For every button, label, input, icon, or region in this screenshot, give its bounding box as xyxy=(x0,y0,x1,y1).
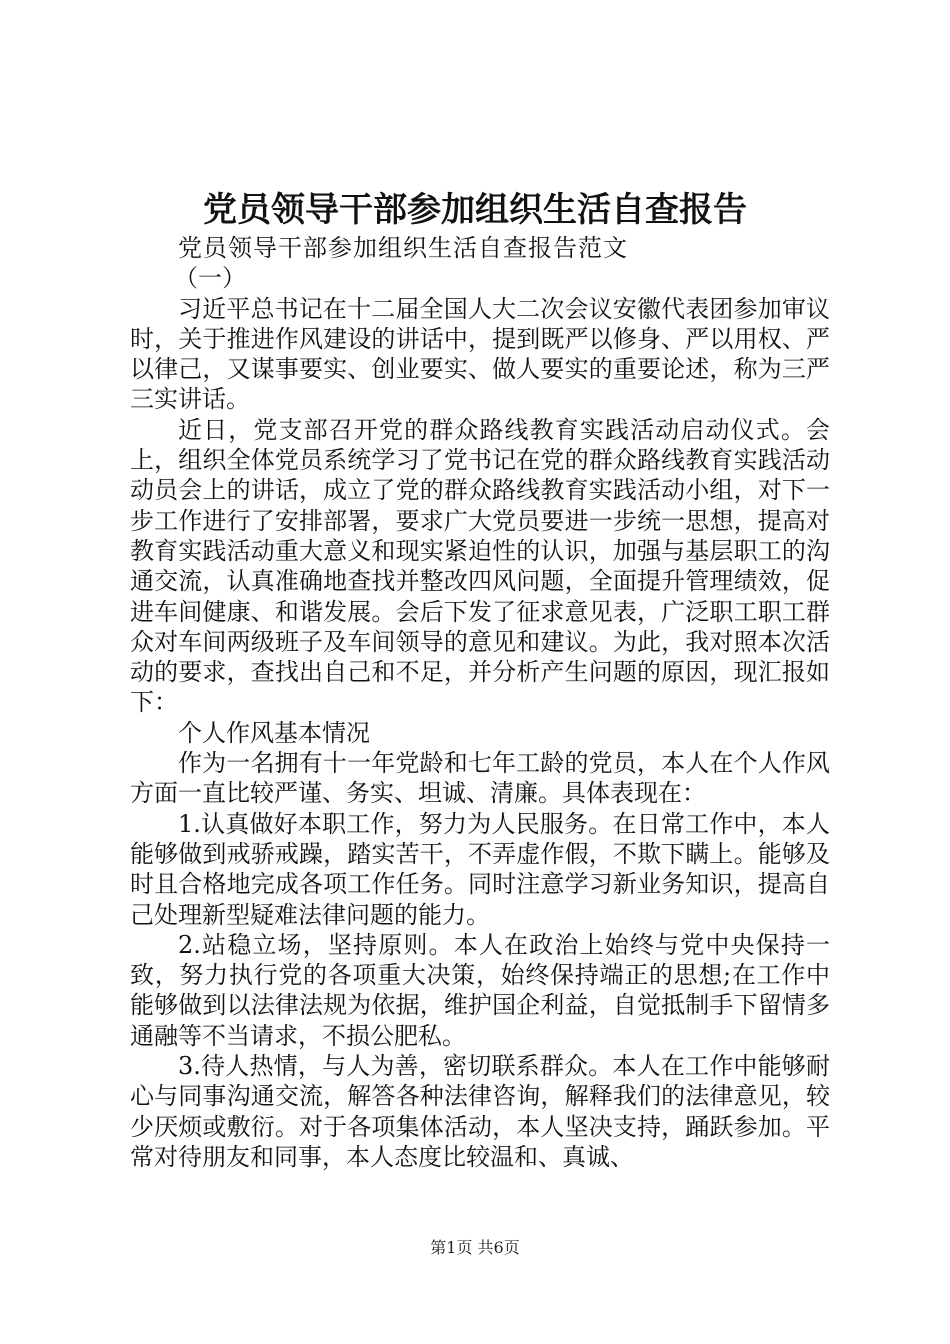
paragraph: 作为一名拥有十一年党龄和七年工龄的党员，本人在个人作风方面一直比较严谨、务实、坦诚、清廉。具体表现在： xyxy=(130,749,830,808)
paragraph: 近日，党支部召开党的群众路线教育实践活动启动仪式。会上，组织全体党员系统学习了党书记在党的群众路线教育实践活动动员会上的讲话，成立了党的群众路线教育实践活动小组，对下一步工作进行了安排部署，要求广大党员要进一步统一思想，提高对教育实践活动重大意义和现实紧迫性的认识，加强与基层职工的沟通交流，认真准确地查找并整改四风问题，全面提升管理绩效，促进车间健康、和谐发展。会后下发了征求意见表，广泛职工职工群众对车间两级班子及车间领导的意见和建议。为此，我对照本次活动的要求，查找出自己和不足，并分析产生问题的原因，现汇报如下： xyxy=(130,415,830,717)
list-item: 3.待人热情，与人为善，密切联系群众。本人在工作中能够耐心与同事沟通交流，解答各种法律咨询，解释我们的法律意见，较少厌烦或敷衍。对于各项集体活动，本人坚决支持，踊跃参加。平常对待朋友和同事，本人态度比较温和、真诚、 xyxy=(130,1052,830,1171)
document-title: 党员领导干部参加组织生活自查报告 xyxy=(203,190,747,230)
section-heading: 个人作风基本情况 xyxy=(178,718,370,747)
document-body xyxy=(130,233,830,1172)
paragraph: 习近平总书记在十二届全国人大二次会议安徽代表团参加审议时，关于推进作风建设的讲话中，提到既严以修身、严以用权、严以律己，又谋事要实、创业要实、做人要实的重要论述，称为三严三实讲话。 xyxy=(130,294,830,414)
page-footer: 第1页 共6页 xyxy=(430,1238,520,1257)
list-item: 1.认真做好本职工作，努力为人民服务。在日常工作中，本人能够做到戒骄戒躁，踏实苦干，不弄虚作假，不欺下瞒上。能够及时且合格地完成各项工作任务。同时注意学习新业务知识，提高自己处理新型疑难法律问题的能力。 xyxy=(130,809,830,929)
list-item: 2.站稳立场，坚持原则。本人在政治上始终与党中央保持一致，努力执行党的各项重大决策，始终保持端正的思想;在工作中能够做到以法律法规为依据，维护国企利益，自觉抵制手下留情多通融等不当请求，不损公肥私。 xyxy=(130,930,830,1050)
section-marker: （一） xyxy=(174,264,246,293)
document-subtitle: 党员领导干部参加组织生活自查报告范文 xyxy=(178,234,628,262)
